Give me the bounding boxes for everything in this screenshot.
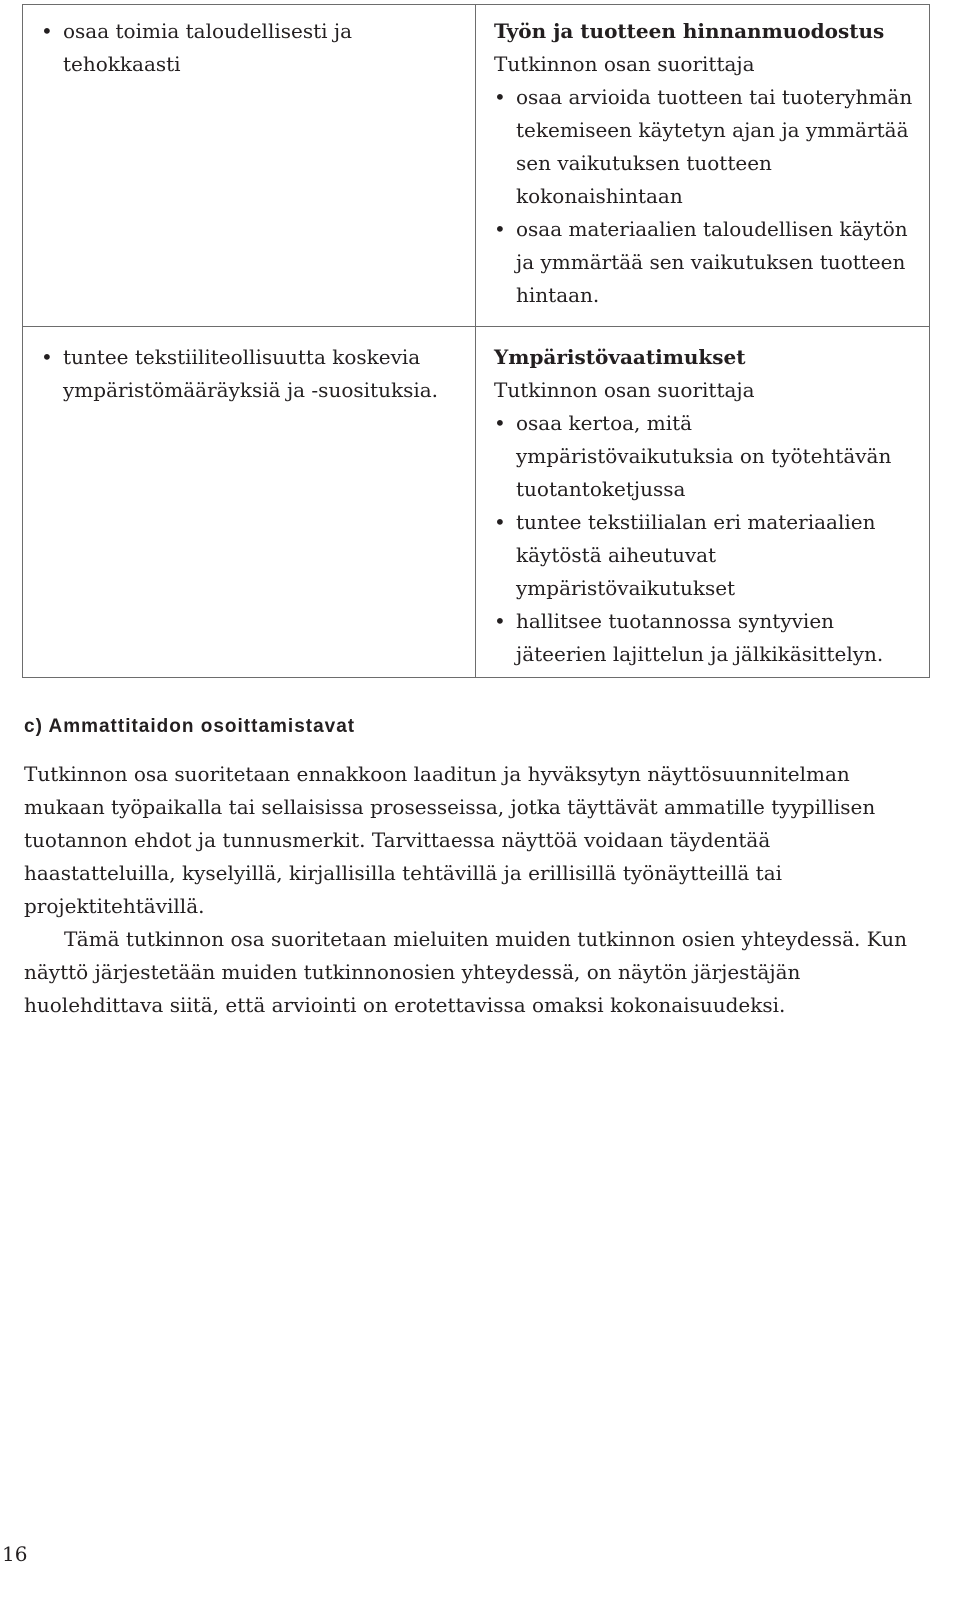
section-body <box>24 758 924 1022</box>
right-list <box>494 81 915 312</box>
list-item: • osaa arvioida tuotteen tai tuoteryhmän tekemiseen käytetyn ajan ja ymmärtää sen vaikutuksen tuotteen kokonaishintaan <box>494 81 915 213</box>
list-item: • osaa materiaalien taloudellisen käytön ja ymmärtää sen vaikutuksen tuotteen hintaan. <box>494 213 915 312</box>
paragraph: Tutkinnon osa suoritetaan ennakkoon laaditun ja hyväksytyn näyttösuunnitelman mukaan työpaikalla tai sellaisissa prosesseissa, jotka täyttävät ammatille tyypillisen tuotannon ehdot ja tunnusmerkit. Tarvittaessa näyttöä voidaan täydentää haastatteluilla, kyselyillä, kirjallisilla tehtävillä ja erillisillä työnäytteillä tai projektitehtävillä. <box>24 762 876 918</box>
left-list <box>41 341 461 407</box>
table-row <box>23 327 930 678</box>
cell-subheading: Tutkinnon osan suorittaja <box>494 378 755 402</box>
list-item: • osaa kertoa, mitä ympäristövaikutuksia on työtehtävän tuotantoketjussa <box>494 407 915 506</box>
right-list <box>494 407 915 671</box>
list-item: • hallitsee tuotannossa syntyvien jäteerien lajittelun ja jälkikäsittelyn. <box>494 605 915 671</box>
left-list <box>41 15 461 81</box>
table-cell-right <box>476 327 930 678</box>
list-item: • tuntee tekstiilialan eri materiaalien käytöstä aiheutuvat ympäristövaikutukset <box>494 506 915 605</box>
page-number: 16 <box>2 1542 28 1566</box>
table-cell-left <box>23 327 476 678</box>
table-cell-right <box>476 5 930 327</box>
table-cell-left <box>23 5 476 327</box>
section-title: c) Ammattitaidon osoittamistavat <box>24 716 356 737</box>
skills-table <box>22 4 930 678</box>
cell-subheading: Tutkinnon osan suorittaja <box>494 52 755 76</box>
list-item: • osaa toimia taloudellisesti ja tehokkaasti <box>41 15 461 81</box>
cell-heading: Ympäristövaatimukset <box>494 345 746 369</box>
list-item: • tuntee tekstiiliteollisuutta koskevia ympäristömääräyksiä ja -suosituksia. <box>41 341 461 407</box>
paragraph: Tämä tutkinnon osa suoritetaan mieluiten muiden tutkinnon osien yhteydessä. Kun näyttö järjestetään muiden tutkinnonosien yhteydessä, on näytön järjestäjän huolehdittava siitä, että arviointi on erotettavissa omaksi kokonaisuudeksi. <box>24 927 907 1017</box>
cell-heading: Työn ja tuotteen hinnanmuodostus <box>494 19 885 43</box>
table-row <box>23 5 930 327</box>
